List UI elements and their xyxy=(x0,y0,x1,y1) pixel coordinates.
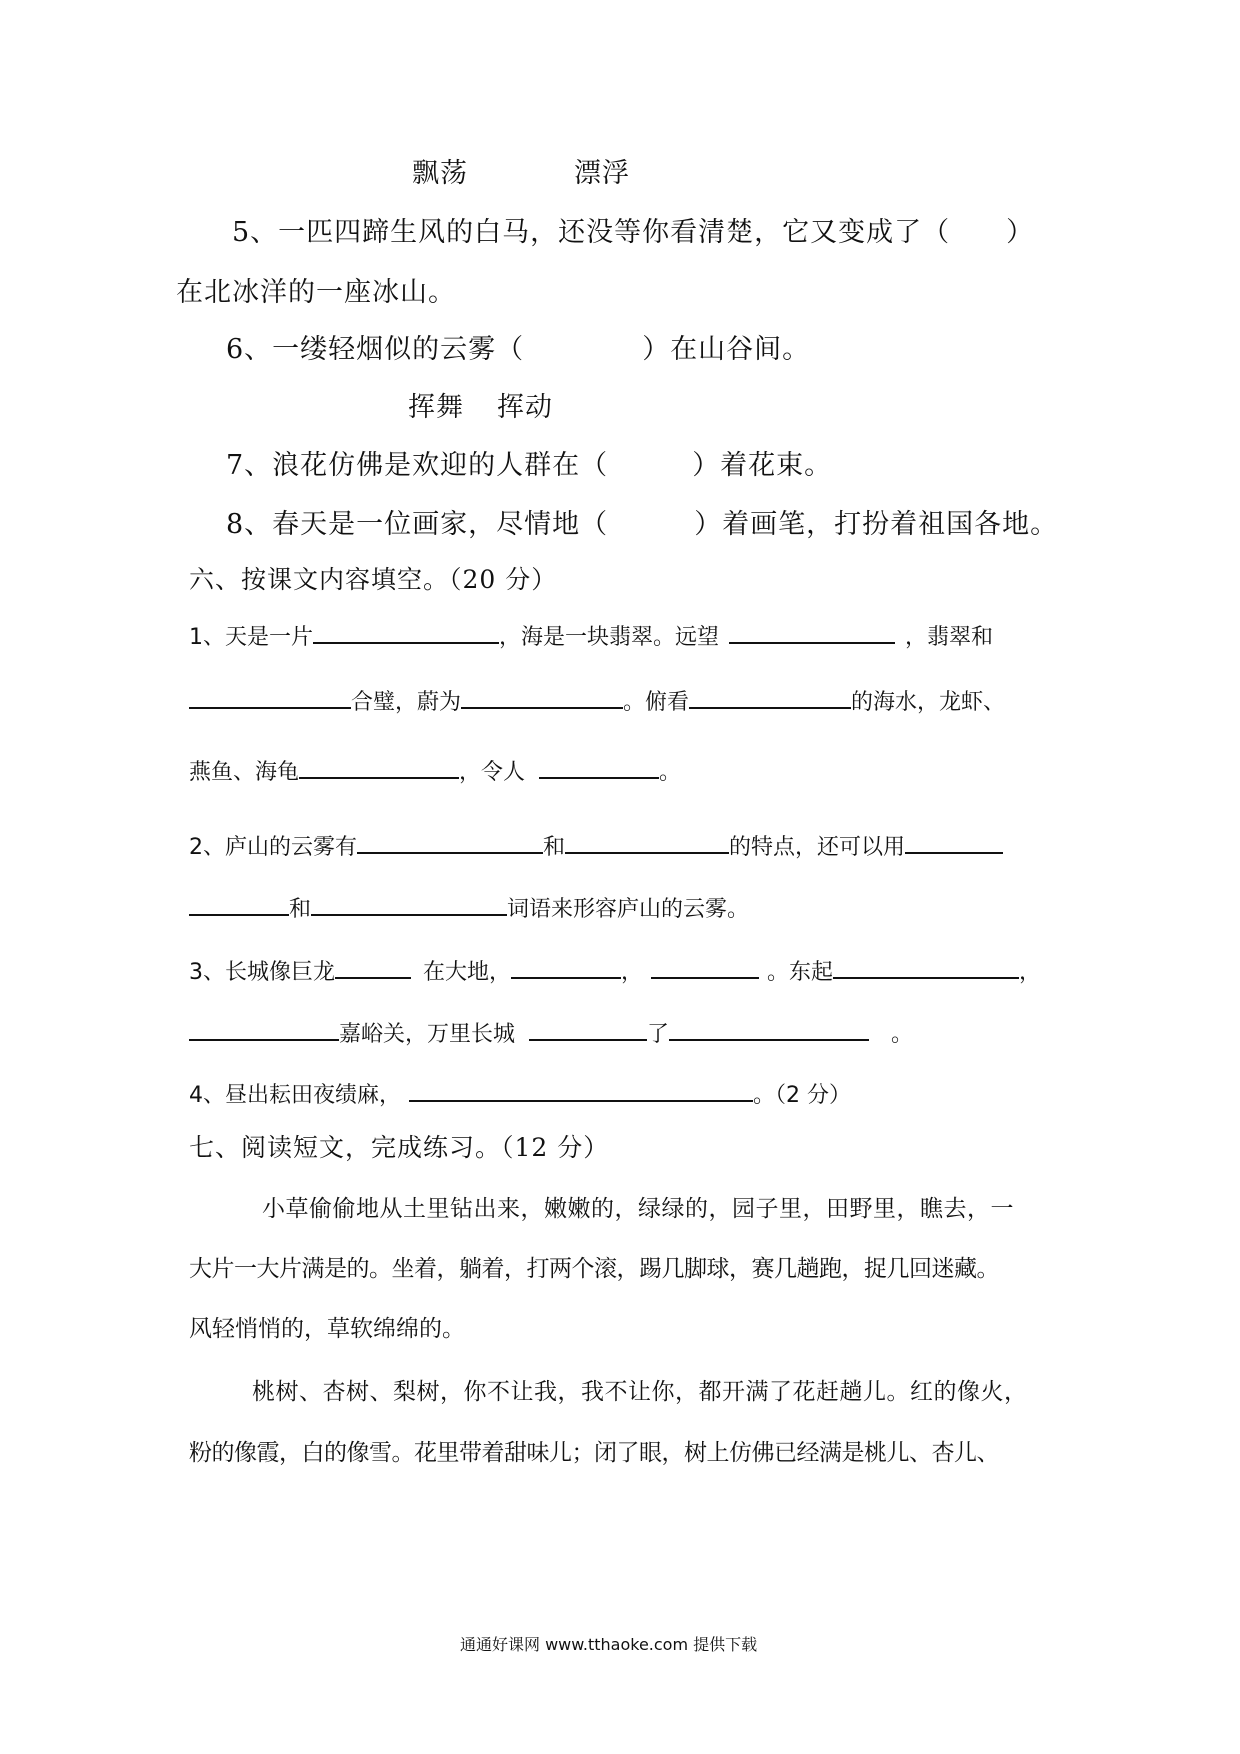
blank[interactable] xyxy=(311,894,507,916)
blank[interactable] xyxy=(669,1019,869,1041)
blank[interactable] xyxy=(689,687,851,709)
text: 燕鱼、海龟 xyxy=(189,760,300,785)
blank[interactable] xyxy=(461,687,623,709)
question-7-after: ）着花束。 xyxy=(692,450,833,481)
blank[interactable] xyxy=(651,957,759,979)
text: 的特点，还可以用 xyxy=(729,835,906,860)
s6-question-2-line2 xyxy=(189,892,749,923)
text: 。 xyxy=(659,760,682,785)
blank[interactable] xyxy=(409,1080,753,1102)
text: 的海水，龙虾、 xyxy=(851,690,1006,715)
word-choice-huidong: 挥动 xyxy=(497,392,553,423)
s6-question-1-line1 xyxy=(189,620,993,651)
text: 了 xyxy=(647,1022,670,1047)
text: 。 xyxy=(891,1022,914,1047)
passage-p2-line1: 桃树、杏树、梨树，你不让我，我不让你，都开满了花赶趟儿。红的像火， xyxy=(252,1379,1028,1405)
blank[interactable] xyxy=(189,1019,339,1041)
blank[interactable] xyxy=(299,757,459,779)
word-choice-huiwu: 挥舞 xyxy=(408,392,464,423)
question-8-before: 8、春天是一位画家，尽情地（ xyxy=(226,509,609,540)
text: 词语来形容庐山的云雾。 xyxy=(507,897,750,922)
passage-p1-line2: 大片一大片满是的。坐着，躺着，打两个滚，踢几脚球，赛几趟跑，捉几回迷藏。 xyxy=(189,1256,999,1282)
question-8 xyxy=(226,502,1058,541)
blank[interactable] xyxy=(565,832,729,854)
text: 3、长城像巨龙 xyxy=(189,960,335,985)
text: 合璧，蔚为 xyxy=(351,690,462,715)
text: 。俯看 xyxy=(623,690,690,715)
question-5-line1: 5、一匹四蹄生风的白马，还没等你看清楚，它又变成了（ ） xyxy=(232,217,1035,248)
blank[interactable] xyxy=(539,757,659,779)
question-7 xyxy=(226,443,832,482)
s6-question-1-line2 xyxy=(189,685,1005,716)
passage-p1-line3: 风轻悄悄的，草软绵绵的。 xyxy=(189,1316,465,1342)
text: 4、昼出耘田夜绩麻， xyxy=(189,1083,401,1108)
blank[interactable] xyxy=(313,622,499,644)
blank[interactable] xyxy=(357,832,543,854)
text: 和 xyxy=(289,897,312,922)
text: 在大地， xyxy=(423,960,512,985)
blank[interactable] xyxy=(189,894,289,916)
text: 1、天是一片 xyxy=(189,625,313,650)
section-6-title: 六、按课文内容填空。（20 分） xyxy=(189,565,558,594)
text: 和 xyxy=(543,835,566,860)
s6-question-3-line1 xyxy=(189,955,1041,986)
passage-p2-line2: 粉的像霞，白的像雪。花里带着甜味儿；闭了眼，树上仿佛已经满是桃儿、杏儿、 xyxy=(189,1440,999,1466)
text: ，海是一块翡翠。远望 xyxy=(499,625,720,650)
text: ， xyxy=(1019,960,1042,985)
word-choice-piaodang: 飘荡 xyxy=(412,158,468,189)
question-7-before: 7、浪花仿佛是欢迎的人群在（ xyxy=(226,450,609,481)
section-7-title: 七、阅读短文，完成练习。（12 分） xyxy=(189,1133,610,1162)
question-5-line2: 在北冰洋的一座冰山。 xyxy=(176,277,456,308)
blank[interactable] xyxy=(529,1019,647,1041)
blank[interactable] xyxy=(905,832,1003,854)
blank[interactable] xyxy=(335,957,411,979)
s6-question-3-line2 xyxy=(189,1017,913,1048)
text: 嘉峪关，万里长城 xyxy=(339,1022,516,1047)
blank[interactable] xyxy=(833,957,1019,979)
s6-question-2-line1 xyxy=(189,830,1003,861)
word-choice-piaofu: 漂浮 xyxy=(574,158,630,189)
s6-question-4 xyxy=(189,1078,851,1109)
footer-credit: 通通好课网 www.tthaoke.com 提供下载 xyxy=(460,1635,758,1654)
text: 。（2 分） xyxy=(753,1083,851,1108)
text: 。东起 xyxy=(767,960,834,985)
text: ， xyxy=(621,960,644,985)
text: 2、庐山的云雾有 xyxy=(189,835,357,860)
s6-question-1-line3 xyxy=(189,755,681,786)
passage-p1-line1: 小草偷偷地从土里钻出来，嫩嫩的，绿绿的，园子里，田野里，瞧去，一 xyxy=(262,1196,1014,1222)
blank[interactable] xyxy=(729,622,895,644)
blank[interactable] xyxy=(511,957,621,979)
question-6-after: ）在山谷间。 xyxy=(642,334,811,365)
text: ，翡翠和 xyxy=(905,625,994,650)
question-6-before: 6、一缕轻烟似的云雾（ xyxy=(226,334,525,365)
question-8-after: ）着画笔，打扮着祖国各地。 xyxy=(694,509,1059,540)
blank[interactable] xyxy=(189,687,351,709)
text: ，令人 xyxy=(459,760,526,785)
question-6 xyxy=(226,327,810,366)
